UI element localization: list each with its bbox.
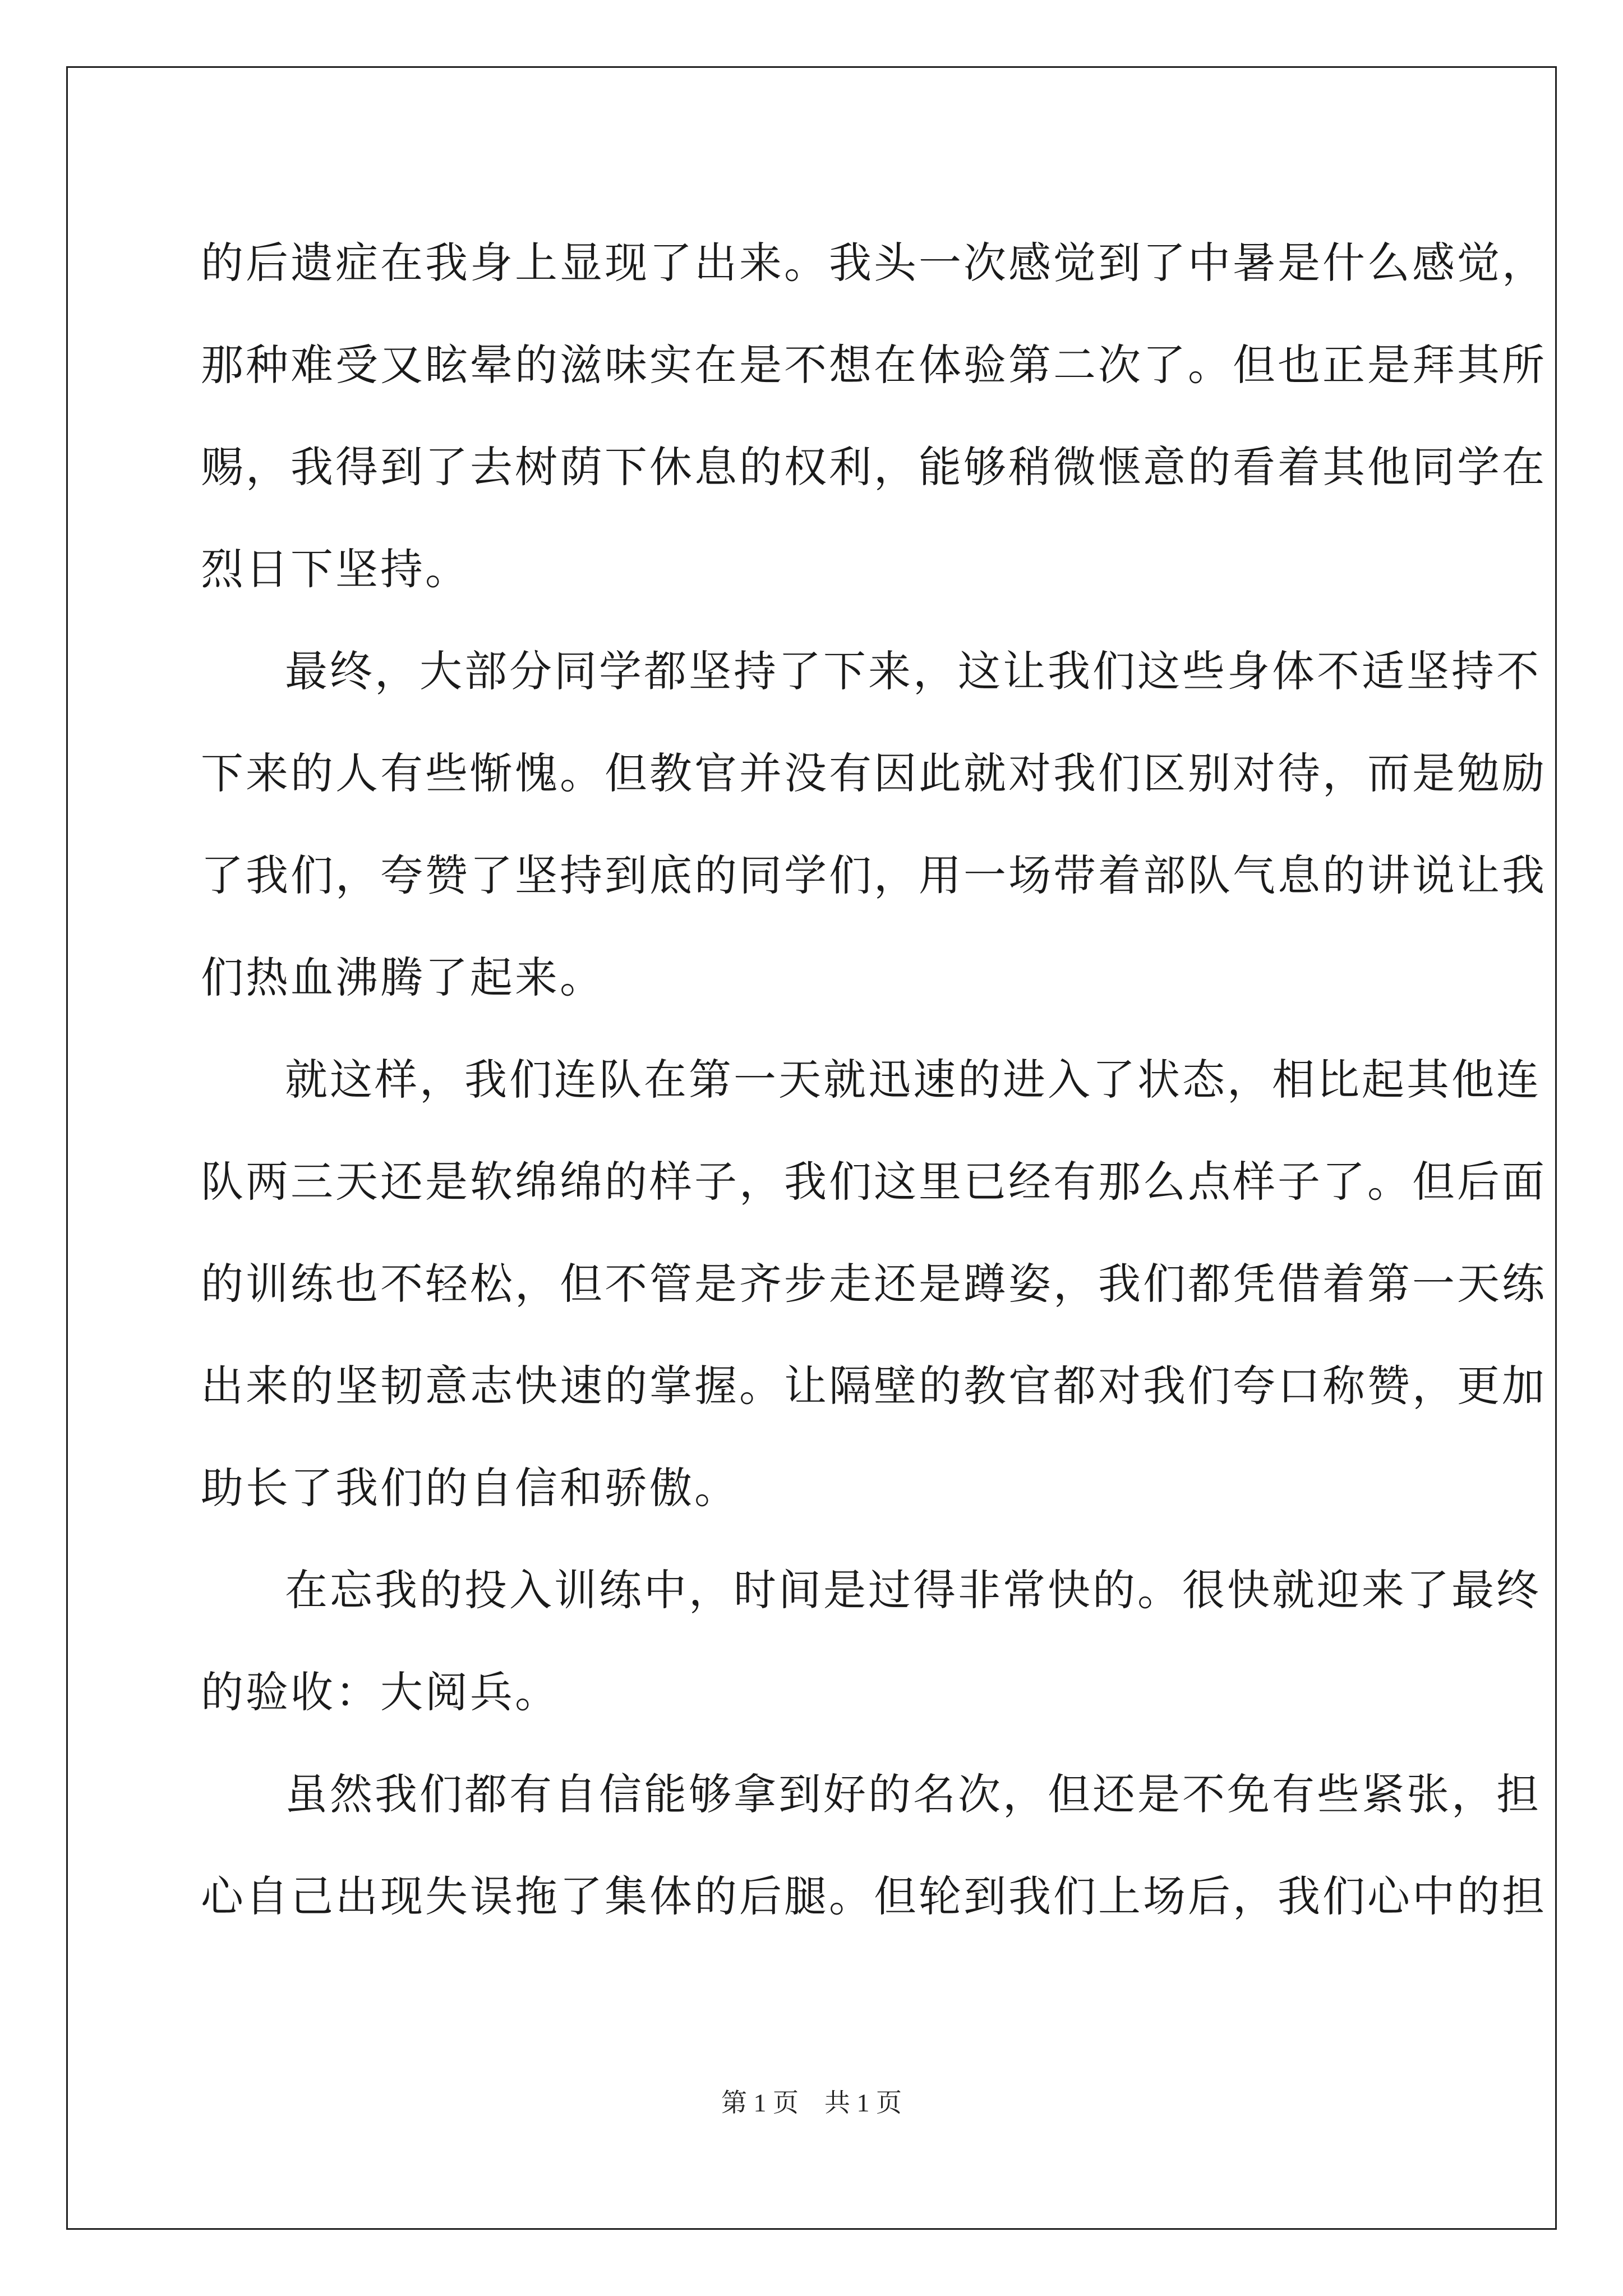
text-line: 赐，我得到了去树荫下休息的权利，能够稍微惬意的看着其他同学在 bbox=[201, 442, 1547, 492]
text-line: 队两三天还是软绵绵的样子，我们这里已经有那么点样子了。但后面 bbox=[201, 1157, 1547, 1207]
text-line: 的训练也不轻松，但不管是齐步走还是蹲姿，我们都凭借着第一天练 bbox=[201, 1259, 1547, 1309]
document-body bbox=[201, 212, 1547, 1948]
text-line: 出来的坚韧意志快速的掌握。让隔壁的教官都对我们夸口称赞，更加 bbox=[201, 1361, 1547, 1411]
text-line: 那种难受又眩晕的滋味实在是不想在体验第二次了。但也正是拜其所 bbox=[201, 340, 1547, 390]
text-line: 的验收：大阅兵。 bbox=[201, 1667, 560, 1717]
text-line: 在忘我的投入训练中，时间是过得非常快的。很快就迎来了最终 bbox=[285, 1565, 1541, 1615]
text-line: 虽然我们都有自信能够拿到好的名次，但还是不免有些紧张，担 bbox=[285, 1769, 1541, 1819]
text-line: 了我们，夸赞了坚持到底的同学们，用一场带着部队气息的讲说让我 bbox=[201, 850, 1547, 900]
text-line: 心自己出现失误拖了集体的后腿。但轮到我们上场后，我们心中的担 bbox=[201, 1871, 1547, 1921]
text-line: 烈日下坚持。 bbox=[201, 544, 470, 594]
text-line: 就这样，我们连队在第一天就迅速的进入了状态，相比起其他连 bbox=[285, 1055, 1541, 1105]
text-line: 最终，大部分同学都坚持了下来，这让我们这些身体不适坚持不 bbox=[285, 646, 1541, 696]
page-number-footer: 第 1 页 共 1 页 bbox=[721, 2088, 902, 2117]
text-line: 助长了我们的自信和骄傲。 bbox=[201, 1463, 739, 1513]
text-line: 的后遗症在我身上显现了出来。我头一次感觉到了中暑是什么感觉， bbox=[201, 238, 1547, 288]
text-line: 们热血沸腾了起来。 bbox=[201, 953, 605, 1002]
text-line: 下来的人有些惭愧。但教官并没有因此就对我们区别对待，而是勉励 bbox=[201, 748, 1547, 798]
